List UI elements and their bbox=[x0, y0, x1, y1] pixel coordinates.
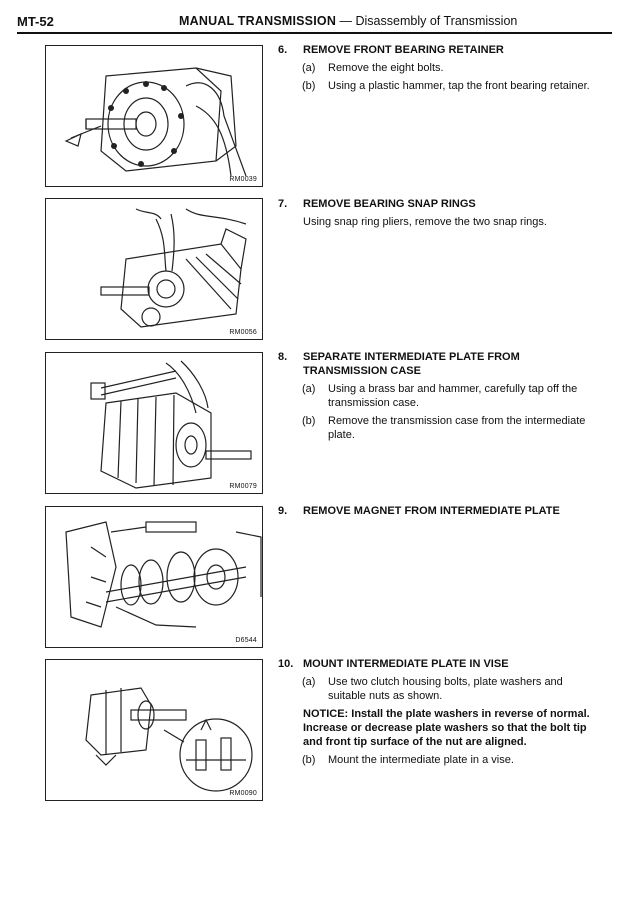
substep-text: Mount the intermediate plate in a vise. bbox=[328, 754, 514, 766]
figure-transmission-case bbox=[45, 352, 263, 494]
figure-snap-rings bbox=[45, 198, 263, 340]
step-9 bbox=[278, 504, 600, 518]
step-title: REMOVE MAGNET FROM INTERMEDIATE PLATE bbox=[303, 505, 560, 517]
section-subtitle: — Disassembly of Transmission bbox=[336, 14, 518, 28]
step-title: REMOVE BEARING SNAP RINGS bbox=[303, 198, 476, 210]
substep-label: (b) bbox=[302, 754, 316, 766]
substep bbox=[278, 414, 600, 442]
step-number: 6. bbox=[278, 44, 288, 56]
step-title: SEPARATE INTERMEDIATE PLATE FROM TRANSMISSION CASE bbox=[303, 351, 520, 377]
illustration-intermediate-plate bbox=[46, 507, 262, 647]
substep-text: Remove the eight bolts. bbox=[328, 62, 444, 74]
substep-label: (a) bbox=[302, 676, 316, 688]
step-number: 7. bbox=[278, 198, 288, 210]
step-number: 10. bbox=[278, 658, 294, 670]
figure-code: RM0090 bbox=[229, 790, 257, 797]
section-title: MANUAL TRANSMISSION bbox=[179, 14, 337, 28]
illustration-front-bearing-retainer bbox=[46, 46, 262, 186]
substep bbox=[278, 675, 600, 703]
step-number: 9. bbox=[278, 505, 288, 517]
substep-text: Use two clutch housing bolts, plate washers and suitable nuts as shown. bbox=[328, 676, 563, 702]
step-8 bbox=[278, 350, 600, 442]
step-7 bbox=[278, 197, 600, 229]
substep bbox=[278, 79, 600, 93]
substep bbox=[278, 382, 600, 410]
substep-label: (b) bbox=[302, 80, 316, 92]
substep-label: (a) bbox=[302, 383, 316, 395]
step-text: Using snap ring pliers, remove the two snap rings. bbox=[303, 216, 547, 228]
figure-code: D6544 bbox=[235, 637, 257, 644]
step-heading bbox=[278, 504, 600, 518]
substep-text: Remove the transmission case from the intermediate plate. bbox=[328, 415, 586, 441]
illustration-vise bbox=[46, 660, 262, 800]
substep-label: (a) bbox=[302, 62, 316, 74]
figure-code: RM0079 bbox=[229, 483, 257, 490]
step-title: MOUNT INTERMEDIATE PLATE IN VISE bbox=[303, 658, 509, 670]
step-10 bbox=[278, 657, 600, 767]
figure-code: RM0039 bbox=[229, 176, 257, 183]
substep-text: Using a plastic hammer, tap the front bearing retainer. bbox=[328, 80, 590, 92]
page-code: MT-52 bbox=[17, 14, 54, 29]
substep bbox=[278, 61, 600, 75]
figure-code: RM0056 bbox=[229, 329, 257, 336]
step-title: REMOVE FRONT BEARING RETAINER bbox=[303, 44, 504, 56]
step-heading bbox=[278, 657, 600, 671]
step-6 bbox=[278, 43, 600, 93]
step-heading bbox=[278, 350, 600, 378]
step-heading bbox=[278, 43, 600, 57]
substep-text: Using a brass bar and hammer, carefully tap off the transmission case. bbox=[328, 383, 578, 409]
figure-intermediate-plate bbox=[45, 506, 263, 648]
illustration-transmission-case bbox=[46, 353, 262, 493]
illustration-snap-rings bbox=[46, 199, 262, 339]
page-header bbox=[17, 10, 612, 34]
step-heading bbox=[278, 197, 600, 211]
step-number: 8. bbox=[278, 351, 288, 363]
figure-vise bbox=[45, 659, 263, 801]
substep bbox=[278, 753, 600, 767]
header-title bbox=[179, 14, 517, 28]
notice-text: NOTICE: Install the plate washers in reverse of normal. Increase or decrease plate washers so that the bolt tip and front tip surface of the nut are aligned. bbox=[303, 708, 590, 748]
substep-label: (b) bbox=[302, 415, 316, 427]
figure-front-bearing-retainer bbox=[45, 45, 263, 187]
